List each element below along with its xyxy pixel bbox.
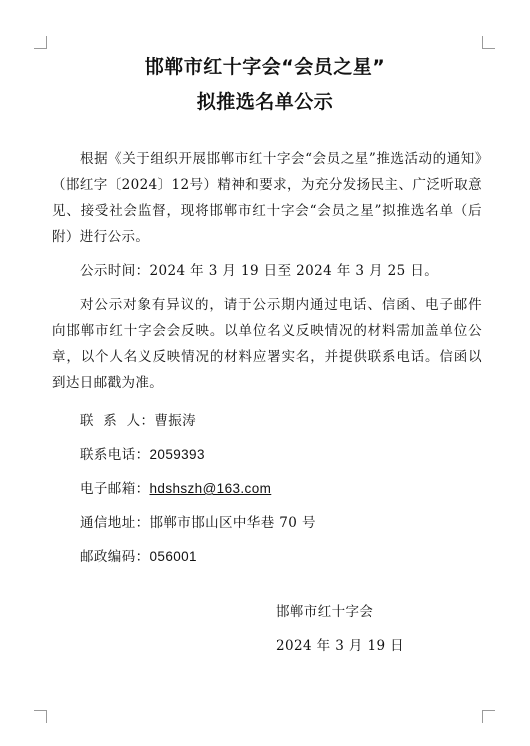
phone-label: 联系电话： — [80, 447, 150, 463]
postcode-row — [80, 540, 482, 574]
postcode-value: 056001 — [149, 549, 197, 564]
crop-mark-bottom-left — [34, 710, 47, 723]
paragraph-objection-instructions: 对公示对象有异议的，请于公示期内通过电话、信函、电子邮件向邯郸市红十字会会反映。以单位名义反映情况的材料需加盖单位公章，以个人名义反映情况的材料应署实名，并提供联系电话。信函以到达日邮戳为准。 — [52, 297, 482, 391]
postcode-label: 邮政编码： — [80, 549, 150, 565]
paragraph-notice-period: 公示时间：2024 年 3 月 19 日至 2024 年 3 月 25 日。 — [80, 263, 439, 279]
address-value: 邯郸市邯山区中华巷 70 号 — [149, 515, 316, 531]
email-link[interactable]: hdshszh@163.com — [149, 481, 272, 496]
phone-row — [80, 438, 482, 472]
crop-mark-top-left — [34, 36, 47, 49]
signature-organization: 邯郸市红十字会 — [276, 604, 374, 620]
address-row — [80, 506, 482, 540]
phone-value: 2059393 — [149, 447, 205, 462]
contact-info — [52, 404, 482, 574]
contact-person-value: 曹振涛 — [154, 413, 197, 429]
email-row — [80, 472, 482, 506]
document-body — [52, 146, 482, 574]
contact-person-row — [80, 404, 482, 438]
address-label: 通信地址： — [80, 515, 150, 531]
document-title-line2: 拟推选名单公示 — [196, 91, 334, 113]
contact-person-label: 联 系 人： — [80, 413, 155, 429]
document-title-line1: 邯郸市红十字会“会员之星” — [144, 56, 386, 78]
signature-date: 2024 年 3 月 19 日 — [276, 638, 405, 654]
crop-mark-top-right — [482, 36, 495, 49]
crop-mark-bottom-right — [482, 710, 495, 723]
email-label: 电子邮箱： — [80, 481, 150, 497]
paragraph-notice-basis: 根据《关于组织开展邯郸市红十字会“会员之星”推选活动的通知》（邯红字〔2024〕12号）精神和要求，为充分发扬民主、广泛听取意见、接受社会监督，现将邯郸市红十字会“会员之星”拟推选名单（后附）进行公示。 — [52, 151, 482, 245]
